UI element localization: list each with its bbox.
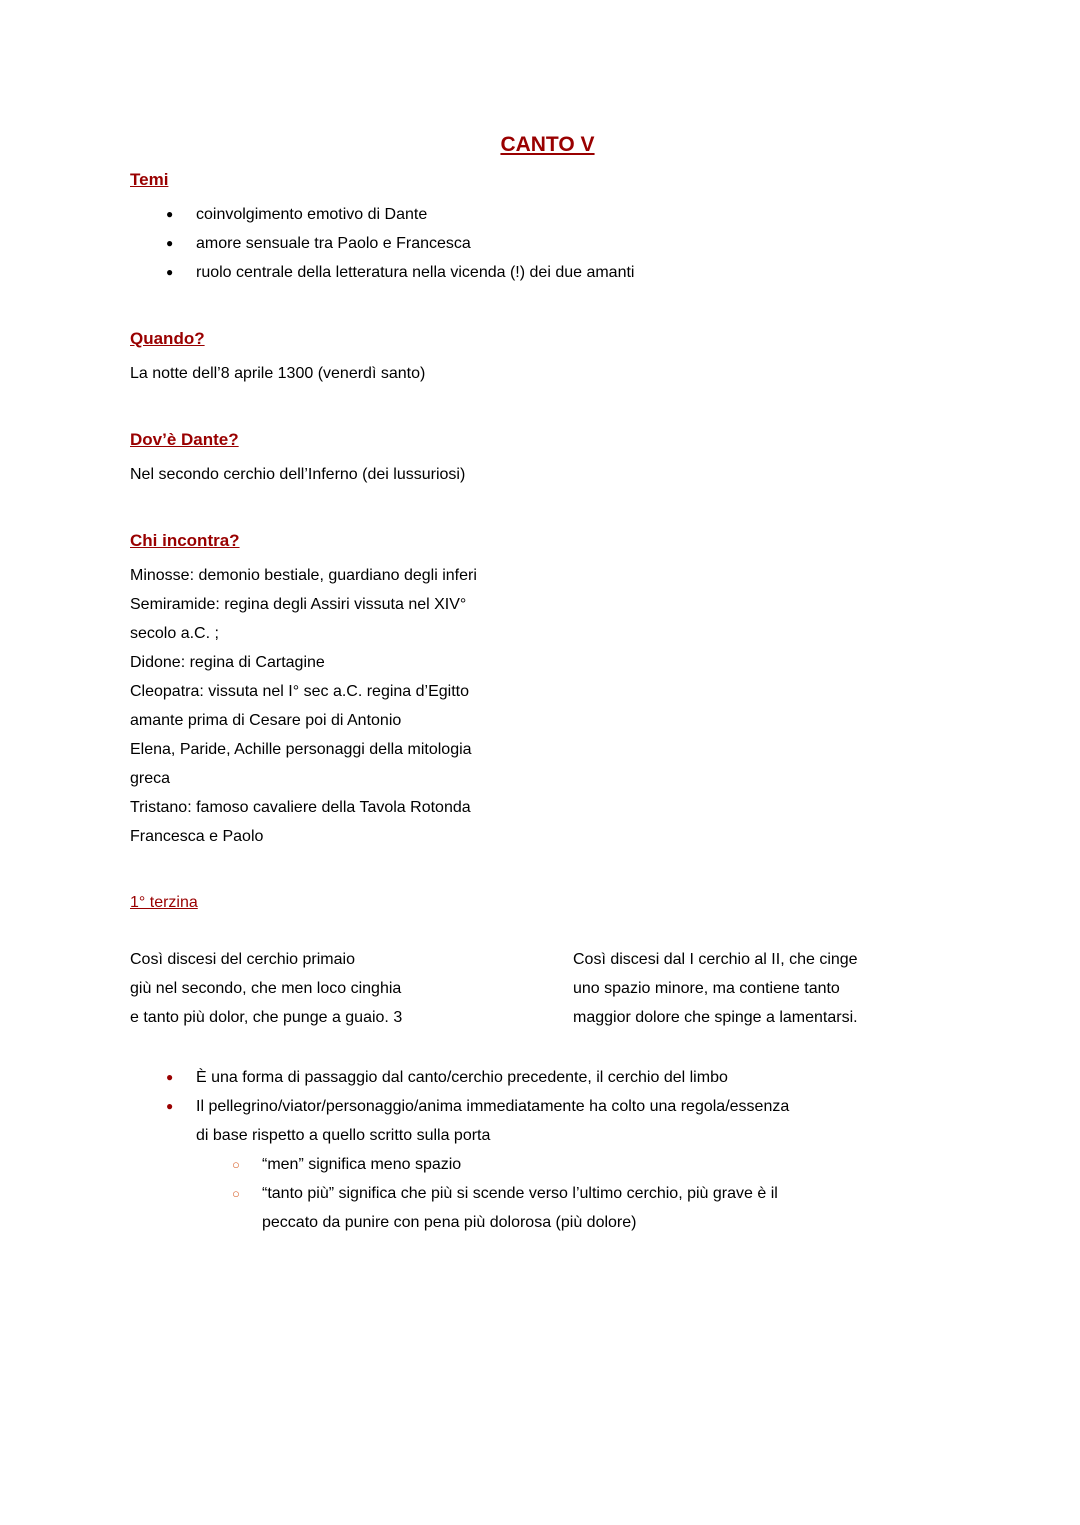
- section-heading-chi: Chi incontra?: [130, 531, 240, 550]
- hollow-bullet-icon: ○: [232, 1157, 240, 1172]
- text-line: Semiramide: regina degli Assiri vissuta nel XIV°: [130, 596, 467, 613]
- sub-list-item: [130, 1179, 965, 1237]
- verse-line: giù nel secondo, che men loco cinghia: [130, 980, 402, 997]
- chi-text-block: [130, 561, 965, 851]
- hollow-bullet-icon: ○: [232, 1186, 240, 1201]
- text-line: peccato da punire con pena più dolorosa (più dolore): [262, 1214, 637, 1231]
- text-line: greca: [130, 770, 171, 787]
- quando-text: La notte dell’8 aprile 1300 (venerdì santo): [130, 365, 426, 382]
- text-line: Il pellegrino/viator/personaggio/anima immediatamente ha colto una regola/essenza: [196, 1098, 790, 1115]
- bullet-icon: ●: [166, 1070, 174, 1084]
- paraphrase-line: uno spazio minore, ma contiene tanto: [573, 980, 840, 997]
- bullet-icon: ●: [166, 1099, 174, 1113]
- sub-list-item-text: [262, 1179, 965, 1237]
- sub-list-item-text: [262, 1150, 965, 1179]
- temi-list: [130, 200, 965, 287]
- dove-text: Nel secondo cerchio dell’Inferno (dei lussuriosi): [130, 466, 466, 483]
- paraphrase-line: Così discesi dal I cerchio al II, che cinge: [573, 951, 858, 968]
- text-line: È una forma di passaggio dal canto/cerchio precedente, il cerchio del limbo: [196, 1069, 728, 1086]
- section-heading-temi: Temi: [130, 170, 169, 189]
- section-heading-quando: Quando?: [130, 329, 205, 348]
- text-line: Minosse: demonio bestiale, guardiano degli inferi: [130, 567, 477, 584]
- section-heading-terzina: 1° terzina: [130, 894, 198, 911]
- verse-line: Così discesi del cerchio primaio: [130, 951, 355, 968]
- paraphrase-line: maggior dolore che spinge a lamentarsi.: [573, 1009, 858, 1026]
- text-line: Tristano: famoso cavaliere della Tavola Rotonda: [130, 799, 471, 816]
- text-line: Didone: regina di Cartagine: [130, 654, 325, 671]
- list-item: [130, 200, 965, 229]
- list-item-text: amore sensuale tra Paolo e Francesca: [196, 235, 471, 252]
- bullet-icon: ●: [166, 265, 174, 279]
- verse-line: e tanto più dolor, che punge a guaio. 3: [130, 1009, 403, 1026]
- text-line: Elena, Paride, Achille personaggi della mitologia: [130, 741, 472, 758]
- list-item: [130, 1092, 965, 1150]
- list-item: [130, 1063, 965, 1092]
- bullet-icon: ●: [166, 236, 174, 250]
- section-heading-dove: Dov’è Dante?: [130, 430, 239, 449]
- list-item-text: [196, 1063, 965, 1092]
- text-line: Francesca e Paolo: [130, 828, 264, 845]
- text-line: di base rispetto a quello scritto sulla porta: [196, 1127, 491, 1144]
- bullet-icon: ●: [166, 207, 174, 221]
- list-item-text: ruolo centrale della letteratura nella vicenda (!) dei due amanti: [196, 264, 635, 281]
- list-item-text: [196, 1092, 965, 1150]
- sub-list-item: [130, 1150, 965, 1179]
- list-item-text: coinvolgimento emotivo di Dante: [196, 206, 428, 223]
- page-title: CANTO V: [500, 133, 595, 156]
- text-line: “men” significa meno spazio: [262, 1156, 462, 1173]
- list-item: [130, 229, 965, 258]
- terzina-notes-list: [130, 1063, 965, 1237]
- text-line: Cleopatra: vissuta nel I° sec a.C. regina d’Egitto: [130, 683, 470, 700]
- text-line: amante prima di Cesare poi di Antonio: [130, 712, 402, 729]
- text-line: secolo a.C. ;: [130, 625, 219, 642]
- text-line: “tanto più” significa che più si scende verso l’ultimo cerchio, più grave è il: [262, 1185, 778, 1202]
- terzina-columns: [130, 945, 965, 1032]
- terzina-original-text: [130, 945, 573, 1032]
- list-item: [130, 258, 965, 287]
- terzina-paraphrase-text: [573, 945, 965, 1032]
